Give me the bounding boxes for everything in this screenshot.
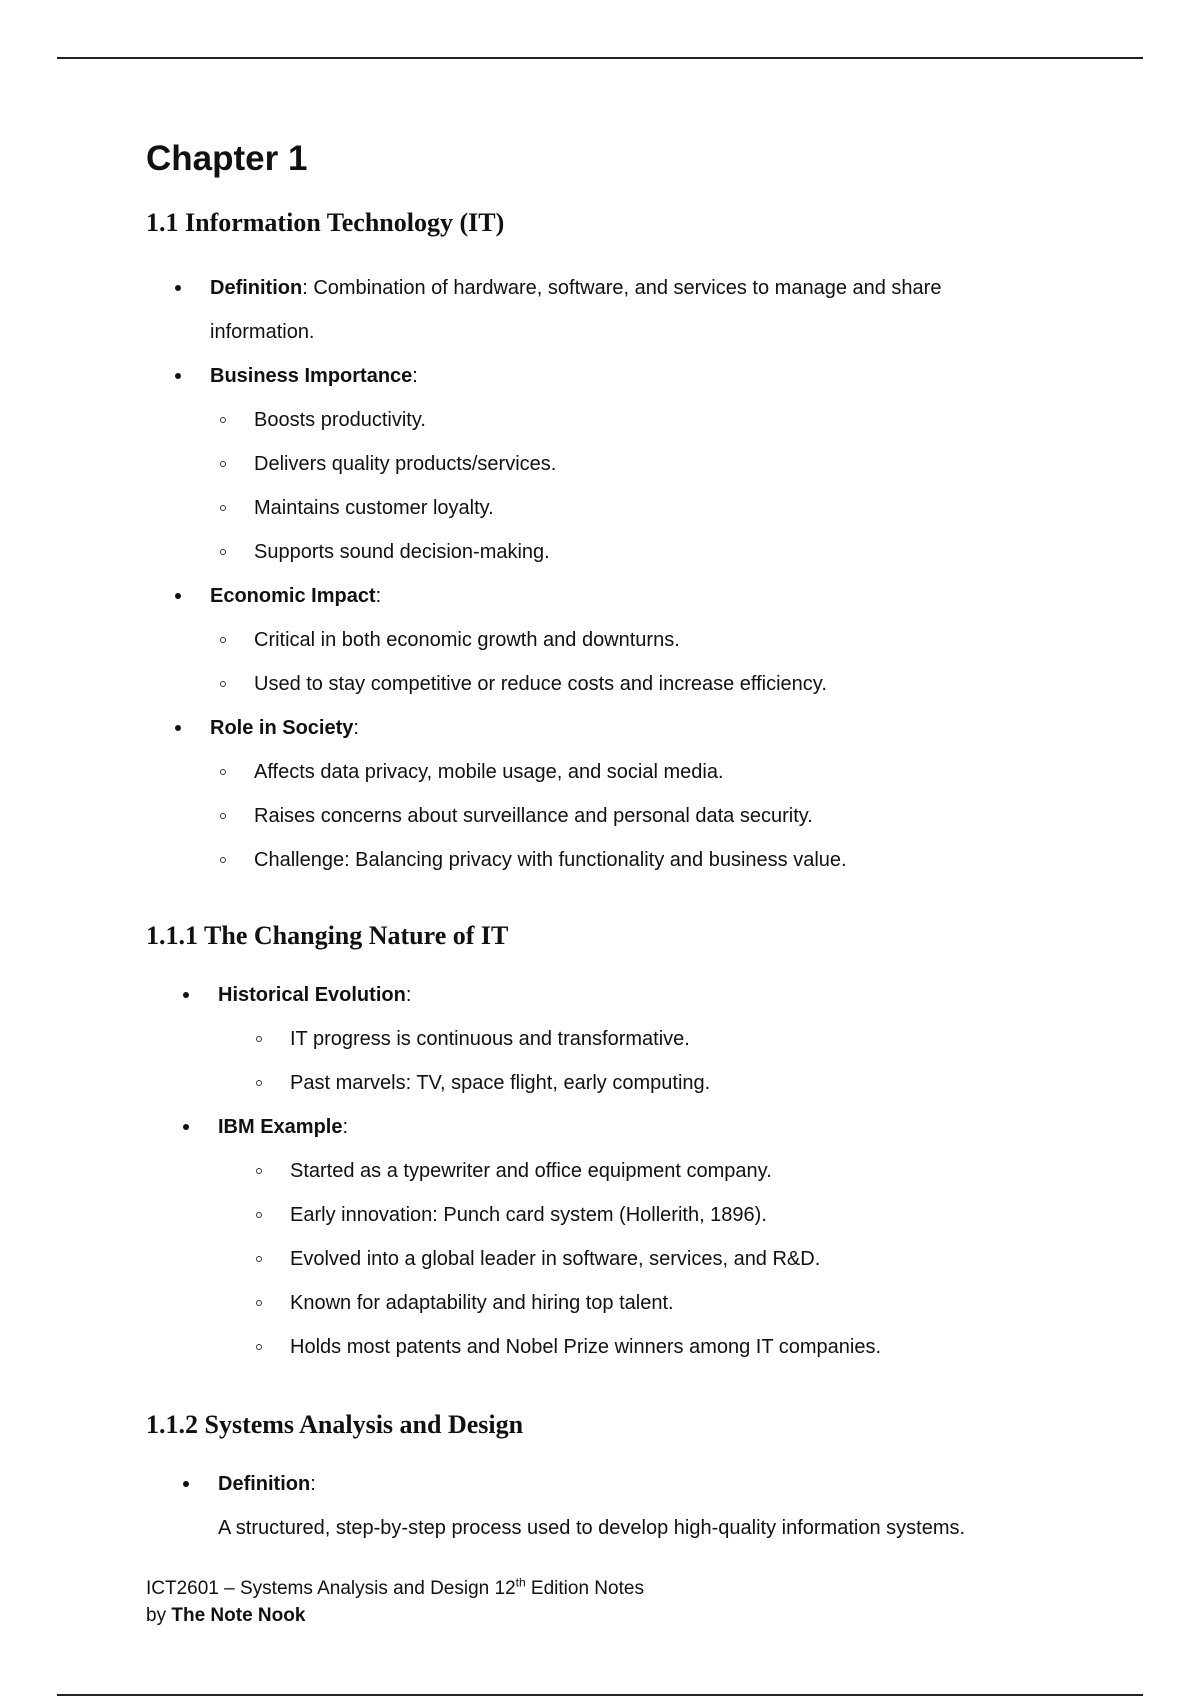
sub-list-item: Supports sound decision-making.	[146, 530, 1106, 574]
bullet-list	[146, 1462, 1106, 1506]
sub-list-item: Past marvels: TV, space flight, early computing.	[146, 1061, 1106, 1105]
top-rule	[57, 57, 1143, 59]
section-systems-analysis-and-design	[146, 1409, 1106, 1550]
sub-list-item: Critical in both economic growth and downturns.	[146, 618, 1106, 662]
bullet-list	[146, 973, 1106, 1369]
sub-list-item: Known for adaptability and hiring top talent.	[146, 1281, 1106, 1325]
page-content	[146, 140, 1106, 1550]
page-footer	[146, 1575, 644, 1629]
list-item-business-importance	[146, 354, 1106, 574]
footer-by: by	[146, 1605, 172, 1626]
sub-list	[210, 618, 1106, 706]
sub-list	[218, 1149, 1106, 1369]
sub-list-item: IT progress is continuous and transformative.	[146, 1017, 1106, 1061]
sub-list-item: Holds most patents and Nobel Prize winners among IT companies.	[146, 1325, 1106, 1369]
sub-list-item: Maintains customer loyalty.	[146, 486, 1106, 530]
list-item-definition	[146, 1462, 1106, 1506]
item-label: Economic Impact	[210, 584, 376, 607]
item-text: : Combination of hardware, software, and services to manage and share information.	[210, 276, 942, 343]
list-item-definition	[146, 266, 1106, 354]
item-text: :	[353, 716, 359, 739]
sub-list-item: Challenge: Balancing privacy with functionality and business value.	[146, 838, 1106, 882]
item-label: Role in Society	[210, 716, 354, 739]
footer-title	[146, 1575, 644, 1602]
footer-course: ICT2601 – Systems Analysis and Design 12	[146, 1578, 516, 1599]
section-heading: 1.1 Information Technology (IT)	[146, 207, 505, 237]
item-text: :	[412, 364, 418, 387]
sub-list-item: Early innovation: Punch card system (Hollerith, 1896).	[146, 1193, 1106, 1237]
sub-list-item: Used to stay competitive or reduce costs and increase efficiency.	[146, 662, 1106, 706]
item-text: :	[405, 983, 412, 1006]
footer-edition: Edition Notes	[525, 1578, 644, 1599]
footer-author: The Note Nook	[171, 1605, 306, 1626]
item-text: :	[310, 1473, 316, 1496]
sub-list-item: Boosts productivity.	[146, 398, 1106, 442]
section-heading: 1.1.2 Systems Analysis and Design	[146, 1409, 524, 1439]
footer-superscript: th	[515, 1575, 526, 1590]
list-item-ibm-example	[146, 1105, 1106, 1369]
item-label: IBM Example	[218, 1115, 343, 1138]
sub-list	[218, 1017, 1106, 1105]
sub-list-item: Evolved into a global leader in software, services, and R&D.	[146, 1237, 1106, 1281]
item-text: :	[342, 1115, 349, 1138]
sub-list-item: Delivers quality products/services.	[146, 442, 1106, 486]
definition-paragraph: A structured, step-by-step process used to develop high-quality information systems.	[218, 1517, 966, 1540]
sub-list	[210, 750, 1106, 882]
item-label: Business Importance	[210, 364, 413, 387]
bottom-rule	[57, 1694, 1143, 1696]
sub-list-item: Raises concerns about surveillance and personal data security.	[146, 794, 1106, 838]
list-item-economic-impact	[146, 574, 1106, 706]
bullet-list	[146, 266, 1106, 882]
chapter-title: Chapter 1	[146, 139, 308, 178]
item-label: Definition	[218, 1473, 311, 1496]
item-text: :	[375, 584, 382, 607]
item-label: Definition	[210, 276, 303, 299]
footer-byline	[146, 1602, 644, 1629]
sub-list	[210, 398, 1106, 574]
sub-list-item: Started as a typewriter and office equipment company.	[146, 1149, 1106, 1193]
section-changing-nature-of-it	[146, 920, 1106, 1369]
list-item-historical-evolution	[146, 973, 1106, 1105]
list-item-role-in-society	[146, 706, 1106, 882]
item-label: Historical Evolution	[218, 983, 406, 1006]
section-heading: 1.1.1 The Changing Nature of IT	[146, 920, 509, 950]
section-information-technology	[146, 207, 1106, 882]
sub-list-item: Affects data privacy, mobile usage, and social media.	[146, 750, 1106, 794]
